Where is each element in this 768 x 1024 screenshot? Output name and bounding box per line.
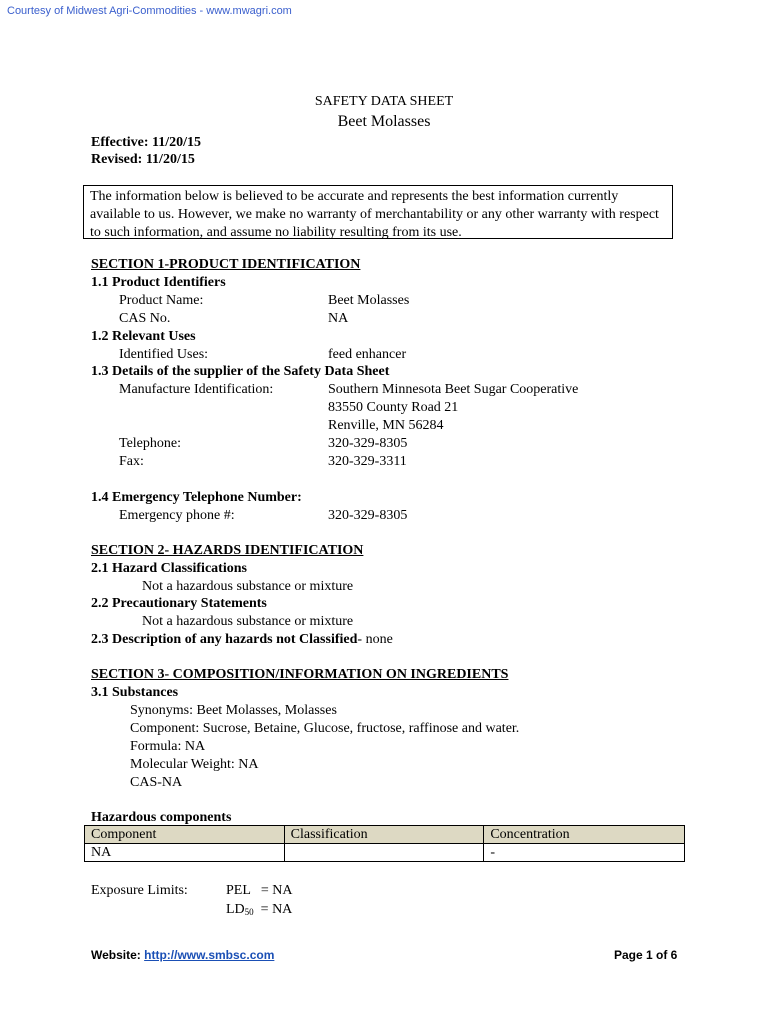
product-title: Beet Molasses <box>337 113 431 130</box>
table-cell-concentration: - <box>484 844 685 862</box>
uses-label: Identified Uses: <box>119 347 209 362</box>
telephone-value: 320-329-8305 <box>328 436 408 451</box>
emergency-value: 320-329-8305 <box>328 508 408 523</box>
pel-value: PEL = NA <box>226 883 293 898</box>
cas-label: CAS No. <box>119 311 171 326</box>
uses-value: feed enhancer <box>328 347 407 362</box>
column-header-concentration: Concentration <box>484 826 685 844</box>
document-title: SAFETY DATA SHEET <box>314 94 454 109</box>
column-header-component: Component <box>85 826 285 844</box>
cas-text: CAS-NA <box>130 775 183 790</box>
table-row <box>85 844 685 862</box>
hazardous-components-title: Hazardous components <box>91 810 232 825</box>
subsection-2-3 <box>91 631 393 649</box>
table-header-row <box>85 826 685 844</box>
subsection-1-1: 1.1 Product Identifiers <box>91 275 226 290</box>
section-2-heading: SECTION 2- HAZARDS IDENTIFICATION <box>91 543 364 558</box>
section-3-heading: SECTION 3- COMPOSITION/INFORMATION ON INGREDIENTS <box>91 667 509 682</box>
precautionary-text: Not a hazardous substance or mixture <box>142 614 354 629</box>
component-text: Component: Sucrose, Betaine, Glucose, fructose, raffinose and water. <box>130 721 520 736</box>
subsection-3-1: 3.1 Substances <box>91 685 179 700</box>
manufacturer-label: Manufacture Identification: <box>119 382 274 397</box>
manufacturer-city: Renville, MN 56284 <box>328 418 444 433</box>
hazardous-components-table <box>84 825 685 862</box>
page-number: Page 1 of 6 <box>614 948 678 962</box>
ld-subscript: 50 <box>244 907 254 917</box>
column-header-classification: Classification <box>284 826 484 844</box>
formula-text: Formula: NA <box>130 739 206 754</box>
subsection-1-3: 1.3 Details of the supplier of the Safety Data Sheet <box>91 364 390 379</box>
table-cell-classification <box>284 844 484 862</box>
manufacturer-name: Southern Minnesota Beet Sugar Cooperative <box>328 382 579 397</box>
molecular-weight-text: Molecular Weight: NA <box>130 757 259 772</box>
website-link[interactable]: http://www.smbsc.com <box>144 948 275 962</box>
exposure-limits-label: Exposure Limits: <box>91 883 188 898</box>
ld-value: = NA <box>253 902 293 917</box>
subsection-1-2: 1.2 Relevant Uses <box>91 329 196 344</box>
table-cell-component: NA <box>85 844 285 862</box>
subsection-2-2: 2.2 Precautionary Statements <box>91 596 267 611</box>
fax-label: Fax: <box>119 454 144 469</box>
subsection-2-1: 2.1 Hazard Classifications <box>91 561 247 576</box>
ld50-value <box>226 901 292 919</box>
hazard-classification-text: Not a hazardous substance or mixture <box>142 579 354 594</box>
courtesy-link[interactable]: Courtesy of Midwest Agri-Commodities - www.mwagri.com <box>7 5 292 17</box>
cas-value: NA <box>328 311 349 326</box>
telephone-label: Telephone: <box>119 436 181 451</box>
fax-value: 320-329-3311 <box>328 454 407 469</box>
product-name-label: Product Name: <box>119 293 204 308</box>
subsection-2-3-value: - none <box>357 632 393 647</box>
section-1-heading: SECTION 1-PRODUCT IDENTIFICATION <box>91 257 361 272</box>
emergency-label: Emergency phone #: <box>119 508 235 523</box>
website-label: Website: <box>91 948 145 962</box>
effective-date: Effective: 11/20/15 <box>91 135 202 150</box>
disclaimer-box: The information below is believed to be accurate and represents the best information currently available to us. However, we make no warranty of merchantability or any other warranty with respect to such information, and assume no liability resulting from its use. <box>83 185 673 239</box>
subsection-1-4: 1.4 Emergency Telephone Number: <box>91 490 302 505</box>
manufacturer-address: 83550 County Road 21 <box>328 400 459 415</box>
subsection-2-3-title: 2.3 Description of any hazards not Classified <box>91 632 358 647</box>
product-name-value: Beet Molasses <box>328 293 410 308</box>
footer-website <box>91 946 274 964</box>
revised-date: Revised: 11/20/15 <box>91 152 195 167</box>
synonyms-text: Synonyms: Beet Molasses, Molasses <box>130 703 337 718</box>
ld-prefix: LD <box>226 902 245 917</box>
